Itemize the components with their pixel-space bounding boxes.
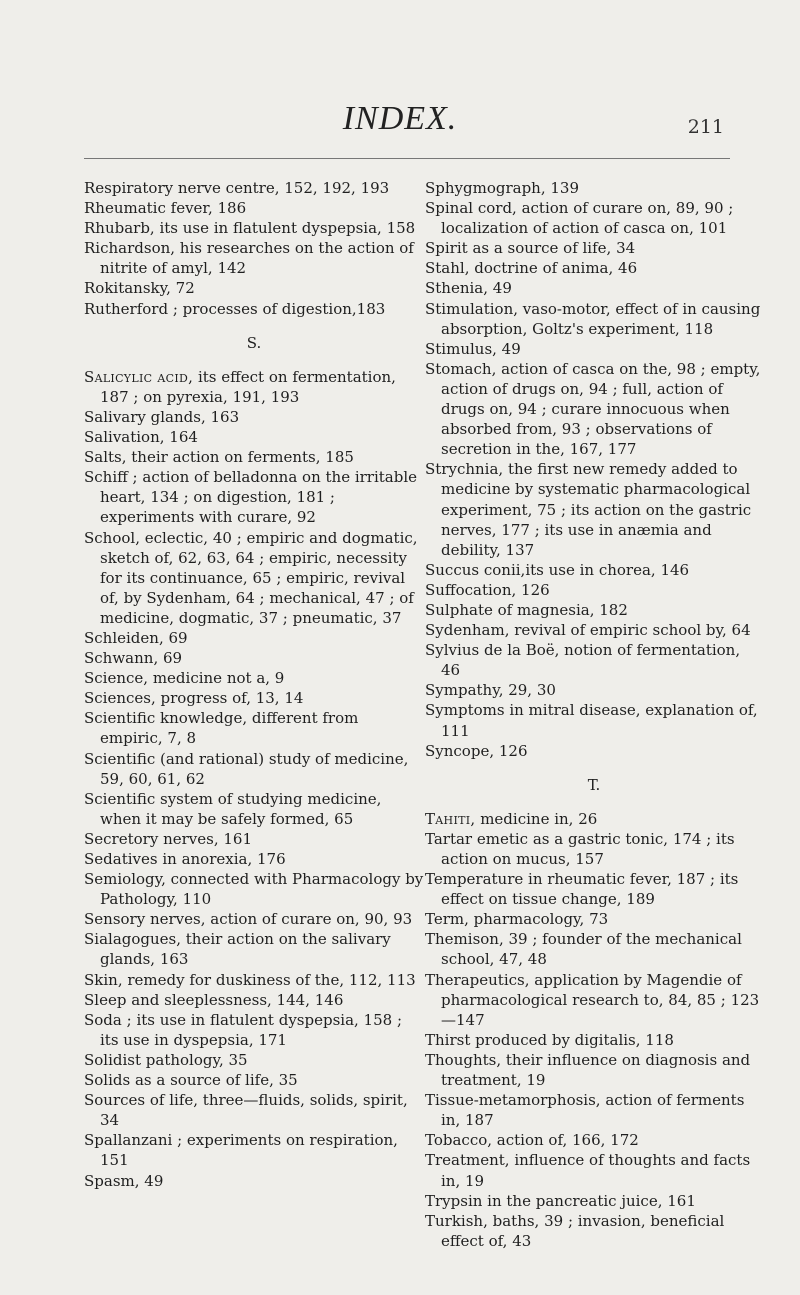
index-entry: Treatment, influence of thoughts and facts in, 19 — [425, 1151, 751, 1190]
index-entry: Salts, their action on ferments, 185 — [84, 448, 354, 467]
index-entry: Schleiden, 69 — [84, 628, 188, 647]
header-rule — [84, 158, 730, 159]
index-entry: Sylvius de la Boë, notion of fermentation, 46 — [425, 641, 741, 680]
section-heading-t: T. — [587, 775, 601, 794]
index-entry: Salivary glands, 163 — [84, 407, 240, 426]
index-entry: School, eclectic, 40 ; empiric and dogmatic, sketch of, 62, 63, 64 ; empiric, necessity for its continuance, 65 ; empiric, revival of, by Sydenham, 64 ; mechanical, 47 ; of medicine, dogmatic, 37 ; pneumatic, 37 — [84, 528, 418, 627]
index-entry: Stimulus, 49 — [425, 339, 521, 358]
index-entry: Semiology, connected with Pharmacology by Pathology, 110 — [84, 870, 424, 909]
entry-head-small-caps: Tahiti, — [425, 809, 476, 828]
index-entries-s2 — [425, 178, 763, 761]
index-entry: Turkish, baths, 39 ; invasion, beneficial effect of, 43 — [425, 1211, 725, 1250]
index-entry: Tissue-metamorphosis, action of ferments in, 187 — [425, 1091, 745, 1130]
index-entry: Sthenia, 49 — [425, 279, 512, 298]
index-entry: Sleep and sleeplessness, 144, 146 — [84, 990, 344, 1009]
index-entry: Therapeutics, application by Magendie of pharmacological research to, 84, 85 ; 123—147 — [425, 970, 760, 1029]
index-entry: Sydenham, revival of empiric school by, 64 — [425, 621, 751, 640]
index-entries-r — [84, 178, 424, 319]
left-column — [84, 178, 424, 1191]
index-entry-tahiti — [425, 809, 763, 829]
index-entry: Schiff ; action of belladonna on the irritable heart, 134 ; on digestion, 181 ; experiments with curare, 92 — [84, 468, 418, 527]
index-entry: Richardson, his researches on the action of nitrite of amyl, 142 — [84, 239, 414, 278]
index-entry: Stahl, doctrine of anima, 46 — [425, 259, 638, 278]
index-entry: Stimulation, vaso-motor, effect of in causing absorption, Goltz's experiment, 118 — [425, 299, 761, 338]
index-entry: Sources of life, three—fluids, solids, spirit, 34 — [84, 1091, 408, 1130]
entry-head-small-caps: Salicylic acid, — [84, 367, 194, 386]
index-entry: Stomach, action of casca on the, 98 ; empty, action of drugs on, 94 ; full, action of drugs on, 94 ; curare innocuous when absorbed from, 93 ; observations of secretion in the, 167, 177 — [425, 359, 761, 459]
index-entry: Syncope, 126 — [425, 741, 528, 760]
index-entry: Spallanzani ; experiments on respiration, 151 — [84, 1131, 398, 1170]
index-entry: Soda ; its use in flatulent dyspepsia, 158 ; its use in dyspepsia, 171 — [84, 1010, 403, 1049]
index-entry: Spirit as a source of life, 34 — [425, 239, 636, 258]
index-entry: Symptoms in mitral disease, explanation of, 111 — [425, 701, 758, 740]
index-entry: Sciences, progress of, 13, 14 — [84, 689, 304, 708]
index-entry: Solids as a source of life, 35 — [84, 1071, 298, 1090]
index-entry: Skin, remedy for duskiness of the, 112, 113 — [84, 970, 416, 989]
index-entry: Science, medicine not a, 9 — [84, 669, 285, 688]
index-entry: Themison, 39 ; founder of the mechanical school, 47, 48 — [425, 930, 742, 969]
index-entries-s — [84, 407, 424, 1191]
index-entry: Sialagogues, their action on the salivary glands, 163 — [84, 930, 391, 969]
index-entry: Scientific knowledge, different from empiric, 7, 8 — [84, 709, 359, 748]
page-number: 211 — [687, 116, 724, 138]
section-heading-s: S. — [246, 333, 262, 352]
index-entry: Suffocation, 126 — [425, 580, 550, 599]
index-entry: Tartar emetic as a gastric tonic, 174 ; its action on mucus, 157 — [425, 829, 735, 868]
index-entry: Schwann, 69 — [84, 649, 183, 668]
index-entry: Spasm, 49 — [84, 1171, 164, 1190]
index-entry: Rhubarb, its use in flatulent dyspepsia, 158 — [84, 219, 416, 238]
page-header — [0, 100, 800, 150]
index-entry: Solidist pathology, 35 — [84, 1050, 248, 1069]
index-entry: Temperature in rheumatic fever, 187 ; its effect on tissue change, 189 — [425, 870, 739, 909]
index-entry: Term, pharmacology, 73 — [425, 910, 609, 929]
index-entry: Spinal cord, action of curare on, 89, 90 ; localization of action of casca on, 101 — [425, 199, 734, 238]
page-title: INDEX. — [342, 100, 458, 137]
index-entry: Salivation, 164 — [84, 428, 198, 447]
index-entry: Succus conii,its use in chorea, 146 — [425, 560, 690, 579]
index-entry: Scientific system of studying medicine, when it may be safely formed, 65 — [84, 789, 382, 828]
entry-body: medicine in, 26 — [475, 809, 598, 828]
index-entry: Trypsin in the pancreatic juice, 161 — [425, 1191, 696, 1210]
index-entry: Secretory nerves, 161 — [84, 829, 252, 848]
index-entry: Strychnia, the first new remedy added to medicine by systematic pharmacological experiment, 75 ; its action on the gastric nerves, 177 ; its use in anæmia and debility, 137 — [425, 460, 752, 559]
index-entry: Sphygmograph, 139 — [425, 179, 580, 197]
index-entry: Thirst produced by digitalis, 118 — [425, 1030, 674, 1049]
index-entry: Tobacco, action of, 166, 172 — [425, 1131, 639, 1150]
index-entry: Sensory nerves, action of curare on, 90, 93 — [84, 910, 413, 929]
index-entry: Rokitansky, 72 — [84, 279, 195, 298]
index-entry: Rheumatic fever, 186 — [84, 199, 247, 218]
index-entry: Sedatives in anorexia, 176 — [84, 850, 286, 868]
index-entry: Rutherford ; processes of digestion,183 — [84, 299, 386, 318]
index-entries-t — [425, 829, 763, 1251]
index-entry: Thoughts, their influence on diagnosis and treatment, 19 — [425, 1050, 751, 1090]
index-entry: Sympathy, 29, 30 — [425, 681, 556, 700]
index-entry: Scientific (and rational) study of medicine, 59, 60, 61, 62 — [84, 749, 409, 788]
index-entry: Sulphate of magnesia, 182 — [425, 600, 628, 619]
right-column — [425, 178, 763, 1251]
index-entry-salicylic — [84, 367, 424, 407]
entry-body: its effect on fermentation, 187 ; on pyrexia, 191, 193 — [100, 367, 396, 406]
index-entry: Respiratory nerve centre, 152, 192, 193 — [84, 179, 390, 197]
